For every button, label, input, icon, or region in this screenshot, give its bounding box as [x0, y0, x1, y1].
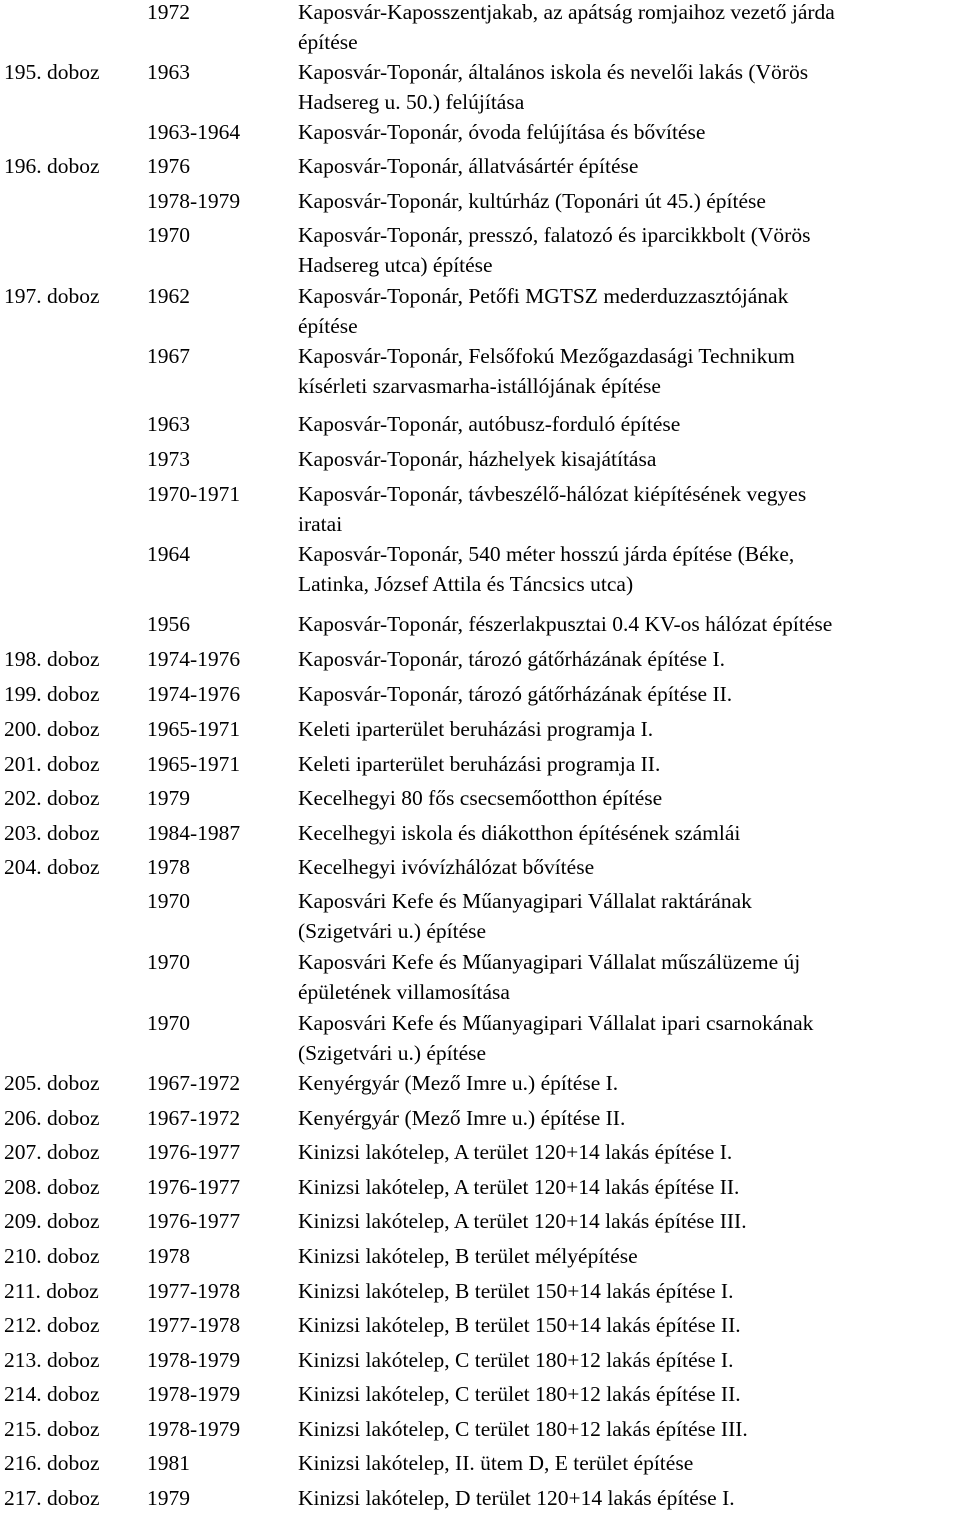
box-number: 204. doboz — [4, 855, 100, 879]
record-description — [298, 220, 960, 280]
description-line: Hadsereg utca) építése — [298, 253, 493, 277]
box-number: 205. doboz — [4, 1071, 100, 1095]
year-range: 1979 — [147, 786, 190, 810]
year-range: 1976 — [147, 154, 190, 178]
year-range: 1976-1977 — [147, 1140, 241, 1164]
year-range: 1962 — [147, 284, 190, 308]
description-line: Kaposvár-Toponár, házhelyek kisajátítása — [298, 447, 657, 471]
record-description — [298, 117, 960, 147]
box-number: 196. doboz — [4, 154, 100, 178]
year-range: 1964 — [147, 542, 190, 566]
description-line: Kinizsi lakótelep, B terület 150+14 lakás építése II. — [298, 1313, 741, 1337]
record-description — [298, 1103, 960, 1133]
year-range: 1967-1972 — [147, 1071, 241, 1095]
box-number: 216. doboz — [4, 1451, 100, 1475]
box-number: 195. doboz — [4, 60, 100, 84]
box-number: 217. doboz — [4, 1486, 100, 1510]
description-line: iratai — [298, 512, 343, 536]
description-line: Kaposvár-Toponár, állatvásártér építése — [298, 154, 639, 178]
year-range: 1967-1972 — [147, 1106, 241, 1130]
record-description — [298, 1241, 960, 1271]
description-line: Kinizsi lakótelep, A terület 120+14 lakás építése II. — [298, 1175, 740, 1199]
year-range: 1963 — [147, 60, 190, 84]
year-range: 1967 — [147, 344, 190, 368]
box-number: 206. doboz — [4, 1106, 100, 1130]
record-description — [298, 783, 960, 813]
description-line: Hadsereg u. 50.) felújítása — [298, 90, 525, 114]
description-line: Kaposvár-Toponár, 540 méter hosszú járda építése (Béke, — [298, 542, 795, 566]
description-line: Kaposvár-Toponár, Petőfi MGTSZ mederduzzasztójának — [298, 284, 789, 308]
description-line: Kaposvár-Toponár, óvoda felújítása és bővítése — [298, 120, 706, 144]
year-range: 1970-1971 — [147, 482, 241, 506]
record-description — [298, 1310, 960, 1340]
description-line: Kinizsi lakótelep, C terület 180+12 lakás építése III. — [298, 1417, 748, 1441]
box-number: 208. doboz — [4, 1175, 100, 1199]
box-number: 215. doboz — [4, 1417, 100, 1441]
year-range: 1978 — [147, 855, 190, 879]
description-line: Kecelhegyi iskola és diákotthon építésének számlái — [298, 821, 741, 845]
box-number: 207. doboz — [4, 1140, 100, 1164]
record-description — [298, 1483, 960, 1513]
record-description — [298, 57, 960, 117]
description-line: Kaposvár-Toponár, általános iskola és nevelői lakás (Vörös — [298, 60, 809, 84]
box-number: 198. doboz — [4, 647, 100, 671]
year-range: 1956 — [147, 612, 190, 636]
description-line: Kaposvár-Toponár, autóbusz-forduló építése — [298, 412, 681, 436]
record-description — [298, 1276, 960, 1306]
year-range: 1984-1987 — [147, 821, 241, 845]
description-line: Kaposvár-Toponár, tározó gátőrházának építése II. — [298, 682, 733, 706]
year-range: 1978-1979 — [147, 1382, 241, 1406]
year-range: 1974-1976 — [147, 647, 241, 671]
description-line: Kinizsi lakótelep, C terület 180+12 lakás építése II. — [298, 1382, 741, 1406]
record-description — [298, 409, 960, 439]
year-range: 1974-1976 — [147, 682, 241, 706]
record-description — [298, 1414, 960, 1444]
year-range: 1963 — [147, 412, 190, 436]
description-line: Kenyérgyár (Mező Imre u.) építése I. — [298, 1071, 619, 1095]
box-number: 210. doboz — [4, 1244, 100, 1268]
record-description — [298, 947, 960, 1007]
description-line: építése — [298, 30, 358, 54]
description-line: Kaposvári Kefe és Műanyagipari Vállalat műszálüzeme új — [298, 950, 801, 974]
description-line: Kaposvár-Toponár, kultúrház (Toponári út 45.) építése — [298, 189, 766, 213]
description-line: Kaposvár-Toponár, tározó gátőrházának építése I. — [298, 647, 726, 671]
year-range: 1965-1971 — [147, 752, 241, 776]
record-description — [298, 479, 960, 539]
description-line: Kinizsi lakótelep, II. ütem D, E terület építése — [298, 1451, 694, 1475]
record-description — [298, 539, 960, 599]
box-number: 199. doboz — [4, 682, 100, 706]
record-description — [298, 644, 960, 674]
year-range: 1972 — [147, 0, 190, 24]
year-range: 1970 — [147, 950, 190, 974]
year-range: 1970 — [147, 1011, 190, 1035]
record-description — [298, 1172, 960, 1202]
year-range: 1963-1964 — [147, 120, 241, 144]
record-description — [298, 281, 960, 341]
year-range: 1977-1978 — [147, 1313, 241, 1337]
box-number: 201. doboz — [4, 752, 100, 776]
record-description — [298, 886, 960, 946]
year-range: 1965-1971 — [147, 717, 241, 741]
box-number: 197. doboz — [4, 284, 100, 308]
description-line: Kaposvár-Toponár, távbeszélő-hálózat kiépítésének vegyes — [298, 482, 807, 506]
description-line: Kecelhegyi 80 fős csecsemőotthon építése — [298, 786, 663, 810]
description-line: Kaposvár-Toponár, fészerlakpusztai 0.4 KV-os hálózat építése — [298, 612, 833, 636]
year-range: 1970 — [147, 223, 190, 247]
box-number: 213. doboz — [4, 1348, 100, 1372]
year-range: 1981 — [147, 1451, 190, 1475]
record-description — [298, 818, 960, 848]
year-range: 1978-1979 — [147, 189, 241, 213]
box-number: 214. doboz — [4, 1382, 100, 1406]
description-line: Kinizsi lakótelep, B terület mélyépítése — [298, 1244, 638, 1268]
description-line: Keleti iparterület beruházási programja I. — [298, 717, 654, 741]
record-description — [298, 1206, 960, 1236]
description-line: Kinizsi lakótelep, D terület 120+14 lakás építése I. — [298, 1486, 735, 1510]
description-line: Kinizsi lakótelep, B terület 150+14 lakás építése I. — [298, 1279, 734, 1303]
description-line: (Szigetvári u.) építése — [298, 919, 487, 943]
description-line: építése — [298, 314, 358, 338]
year-range: 1973 — [147, 447, 190, 471]
description-line: Kinizsi lakótelep, C terület 180+12 lakás építése I. — [298, 1348, 734, 1372]
description-line: Kinizsi lakótelep, A terület 120+14 lakás építése I. — [298, 1140, 733, 1164]
year-range: 1976-1977 — [147, 1175, 241, 1199]
description-line: Kaposvár-Kaposszentjakab, az apátság romjaihoz vezető járda — [298, 0, 835, 24]
record-description — [298, 341, 960, 401]
record-description — [298, 679, 960, 709]
year-range: 1978 — [147, 1244, 190, 1268]
record-description — [298, 151, 960, 181]
record-description — [298, 444, 960, 474]
description-line: épületének villamosítása — [298, 980, 510, 1004]
record-description — [298, 749, 960, 779]
record-description — [298, 1008, 960, 1068]
record-description — [298, 1068, 960, 1098]
description-line: Kaposvári Kefe és Műanyagipari Vállalat ipari csarnokának — [298, 1011, 814, 1035]
description-line: Kinizsi lakótelep, A terület 120+14 lakás építése III. — [298, 1209, 747, 1233]
record-description — [298, 714, 960, 744]
year-range: 1976-1977 — [147, 1209, 241, 1233]
record-description — [298, 609, 960, 639]
box-number: 203. doboz — [4, 821, 100, 845]
record-description — [298, 1137, 960, 1167]
description-line: Kaposvári Kefe és Műanyagipari Vállalat raktárának — [298, 889, 752, 913]
record-description — [298, 1345, 960, 1375]
year-range: 1978-1979 — [147, 1417, 241, 1441]
box-number: 200. doboz — [4, 717, 100, 741]
record-description — [298, 186, 960, 216]
record-description — [298, 0, 960, 57]
box-number: 209. doboz — [4, 1209, 100, 1233]
description-line: Latinka, József Attila és Táncsics utca) — [298, 572, 634, 596]
box-number: 202. doboz — [4, 786, 100, 810]
description-line: Keleti iparterület beruházási programja II. — [298, 752, 661, 776]
description-line: (Szigetvári u.) építése — [298, 1041, 487, 1065]
box-number: 212. doboz — [4, 1313, 100, 1337]
record-description — [298, 852, 960, 882]
year-range: 1979 — [147, 1486, 190, 1510]
record-description — [298, 1379, 960, 1409]
year-range: 1978-1979 — [147, 1348, 241, 1372]
description-line: Kaposvár-Toponár, presszó, falatozó és iparcikkbolt (Vörös — [298, 223, 811, 247]
year-range: 1977-1978 — [147, 1279, 241, 1303]
description-line: Kenyérgyár (Mező Imre u.) építése II. — [298, 1106, 626, 1130]
box-number: 211. doboz — [4, 1279, 99, 1303]
description-line: kísérleti szarvasmarha-istállójának építése — [298, 374, 661, 398]
description-line: Kecelhegyi ivóvízhálózat bővítése — [298, 855, 595, 879]
description-line: Kaposvár-Toponár, Felsőfokú Mezőgazdasági Technikum — [298, 344, 795, 368]
record-description — [298, 1448, 960, 1478]
year-range: 1970 — [147, 889, 190, 913]
